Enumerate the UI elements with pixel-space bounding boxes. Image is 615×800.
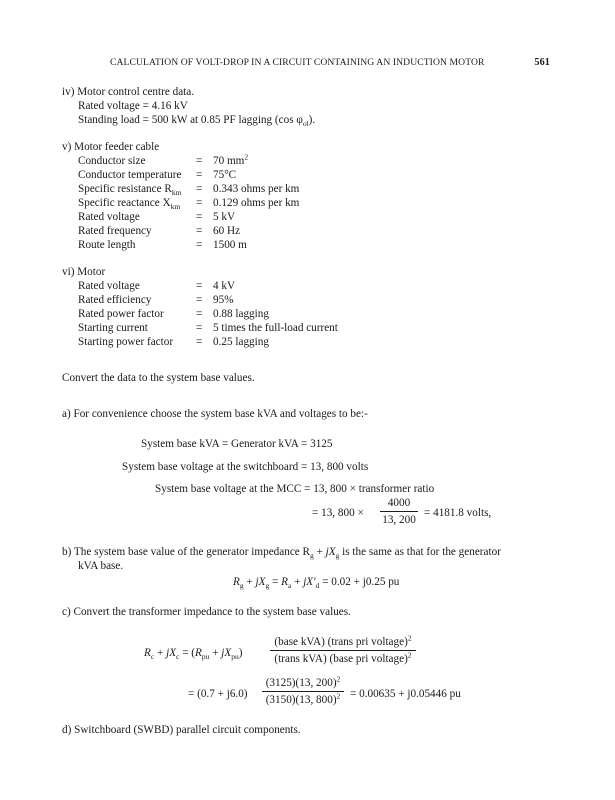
cable-row-label: Route length bbox=[78, 239, 136, 251]
motor-row-label: Starting current bbox=[78, 322, 148, 334]
equals-sign: = bbox=[196, 308, 203, 320]
motor-row-value: 95% bbox=[213, 294, 234, 306]
part-c-prefix-2: = (0.7 + j6.0) bbox=[188, 688, 248, 700]
fraction-bar bbox=[380, 511, 418, 512]
part-c-numerator-2: (3125)(13, 200)$^2$ bbox=[265, 674, 341, 689]
part-a-text: a) For convenience choose the system base kVA and voltages to be:- bbox=[62, 408, 368, 420]
part-b-line2: kVA base. bbox=[78, 560, 124, 572]
equals-sign: = bbox=[196, 211, 203, 223]
part-a-fraction-numerator: 4000 bbox=[387, 497, 411, 509]
equals-sign: = bbox=[196, 322, 203, 334]
motor-row-value: 4 kV bbox=[213, 280, 236, 292]
motor-row-value: 0.25 lagging bbox=[213, 336, 269, 348]
motor-row-label: Starting power factor bbox=[78, 336, 174, 348]
cable-row-label: Rated voltage bbox=[78, 211, 140, 223]
part-a-eq2: System base voltage at the switchboard = 13, 800 volts bbox=[122, 461, 369, 473]
part-a-eq3: System base voltage at the MCC = 13, 800 × transformer ratio bbox=[155, 483, 435, 495]
part-c-denominator-1: (trans kVA) (base pri voltage)$^2$ bbox=[274, 650, 412, 665]
part-c-text: c) Convert the transformer impedance to the system base values. bbox=[62, 606, 351, 618]
equals-sign: = bbox=[196, 155, 203, 167]
equals-sign: = bbox=[196, 280, 203, 292]
convert-paragraph: Convert the data to the system base values. bbox=[62, 372, 255, 384]
equals-sign: = bbox=[196, 169, 203, 181]
cable-row-value: 1500 m bbox=[213, 239, 247, 251]
section-v-heading: v) Motor feeder cable bbox=[62, 141, 160, 153]
motor-row-value: 0.88 lagging bbox=[213, 308, 269, 320]
motor-row-label: Rated voltage bbox=[78, 280, 140, 292]
part-a-fraction-denominator: 13, 200 bbox=[382, 514, 416, 526]
cable-row-value: 5 kV bbox=[213, 211, 236, 223]
section-vi-heading: vi) Motor bbox=[62, 266, 106, 278]
motor-row-label: Rated efficiency bbox=[78, 294, 152, 306]
equals-sign: = bbox=[196, 336, 203, 348]
part-c-numerator-1: (base kVA) (trans pri voltage)$^2$ bbox=[274, 633, 412, 648]
equals-sign: = bbox=[196, 239, 203, 251]
section-iv-line1: Rated voltage = 4.16 kV bbox=[78, 100, 188, 112]
part-c-result-2: = 0.00635 + j0.05446 pu bbox=[350, 688, 461, 700]
equals-sign: = bbox=[196, 294, 203, 306]
part-a-eq4-left: = 13, 800 × bbox=[312, 507, 364, 519]
section-iv-line2: Standing load = 500 kW at 0.85 PF lagging (cos $\varphi_{ol}$). bbox=[78, 114, 316, 129]
motor-row-label: Rated power factor bbox=[78, 308, 164, 320]
fraction-bar bbox=[270, 650, 416, 651]
page-number: 561 bbox=[534, 57, 550, 68]
part-c-lhs: $R_c + jX_c = (R_{pu} + jX_{pu})$ bbox=[144, 647, 243, 662]
cable-row-label: Rated frequency bbox=[78, 225, 152, 237]
cable-row-label: Conductor temperature bbox=[78, 169, 182, 181]
cable-row-label: Specific resistance $R_{km}$ bbox=[78, 183, 182, 198]
equals-sign: = bbox=[196, 183, 203, 195]
part-b-equation: $R_g + jX_g = R_a + jX'_d = 0.02 + j0.25$ pu bbox=[233, 576, 400, 591]
part-a-eq4-right: = 4181.8 volts, bbox=[424, 507, 492, 519]
section-iv-heading: iv) Motor control centre data. bbox=[62, 86, 195, 98]
cable-row-value: 0.343 ohms per km bbox=[213, 183, 300, 195]
motor-row-value: 5 times the full-load current bbox=[213, 322, 338, 334]
header-title: CALCULATION OF VOLT-DROP IN A CIRCUIT CONTAINING AN INDUCTION MOTOR bbox=[110, 57, 485, 68]
part-d-text: d) Switchboard (SWBD) parallel circuit components. bbox=[62, 724, 301, 736]
cable-row-value: 60 Hz bbox=[213, 225, 241, 237]
cable-row-value: 70 $mm^2$ bbox=[213, 152, 249, 167]
cable-row-value: 75°C bbox=[213, 169, 237, 181]
cable-row-value: 0.129 ohms per km bbox=[213, 197, 300, 209]
cable-row-label: Specific reactance $X_{km}$ bbox=[78, 197, 181, 212]
part-a-eq1: System base kVA = Generator kVA = 3125 bbox=[141, 438, 333, 450]
part-c-denominator-2: (3150)(13, 800)$^2$ bbox=[265, 691, 341, 706]
part-b-line1: b) The system base value of the generator impedance $R_g + jX_g$ is the same as that for the generator bbox=[62, 546, 501, 561]
cable-row-label: Conductor size bbox=[78, 155, 146, 167]
fraction-bar bbox=[262, 691, 344, 692]
equals-sign: = bbox=[196, 197, 203, 209]
equals-sign: = bbox=[196, 225, 203, 237]
